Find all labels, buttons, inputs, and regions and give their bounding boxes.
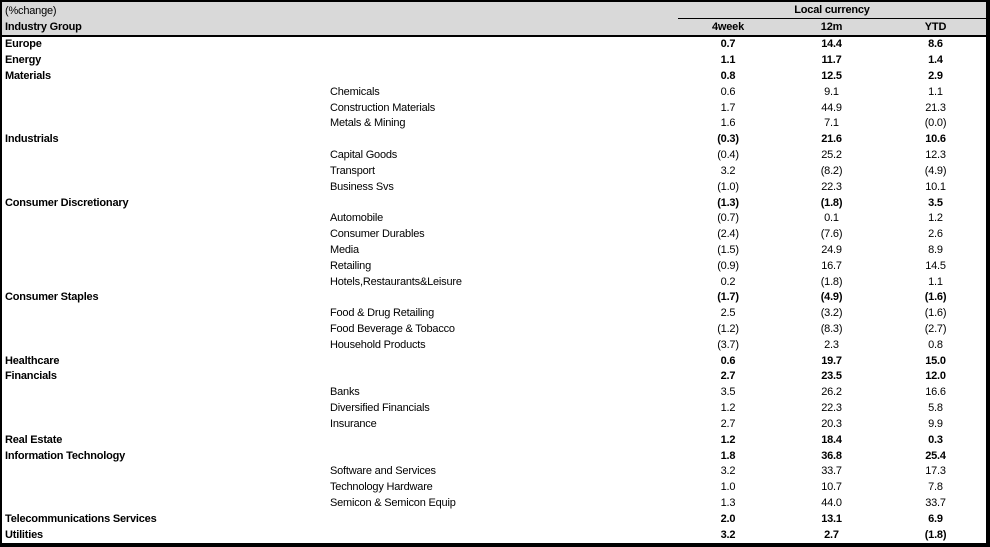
value-ytd: (1.8) xyxy=(924,528,947,541)
value-4week: (1.3) xyxy=(717,196,739,209)
subgroup-label: Metals & Mining xyxy=(330,117,406,130)
subgroup-label: Household Products xyxy=(330,338,426,351)
value-4week: 0.8 xyxy=(720,70,736,83)
value-4week: 2.7 xyxy=(720,370,736,383)
table-row xyxy=(2,290,986,306)
value-ytd: 1.1 xyxy=(928,85,943,98)
value-4week: (1.0) xyxy=(717,180,739,193)
table-row xyxy=(2,164,986,180)
subgroup-label: Food & Drug Retailing xyxy=(330,307,435,320)
table-row xyxy=(2,132,986,148)
value-ytd: 10.6 xyxy=(925,133,946,146)
value-12m: (4.9) xyxy=(820,291,843,304)
value-12m: 25.2 xyxy=(821,149,842,162)
subgroup-label: Food Beverage & Tobacco xyxy=(330,323,455,336)
value-12m: 24.9 xyxy=(821,243,842,256)
group-label: Healthcare xyxy=(5,354,60,367)
value-4week: 2.0 xyxy=(720,512,736,525)
industry-group-header: Industry Group xyxy=(5,21,82,33)
value-4week: 3.2 xyxy=(720,465,736,478)
value-ytd: 2.9 xyxy=(928,70,943,83)
table-row xyxy=(2,227,986,243)
value-ytd: 15.0 xyxy=(925,354,946,367)
subgroup-label: Banks xyxy=(330,386,360,399)
table-row xyxy=(2,37,986,53)
value-ytd: 21.3 xyxy=(925,101,946,114)
column-header-ytd: YTD xyxy=(924,21,947,33)
subgroup-label: Technology Hardware xyxy=(330,481,433,494)
table-row xyxy=(2,306,986,322)
value-4week: (0.9) xyxy=(717,259,739,272)
group-label: Consumer Staples xyxy=(5,291,99,304)
value-4week: 3.2 xyxy=(720,164,736,177)
group-label: Real Estate xyxy=(5,433,63,446)
subgroup-label: Insurance xyxy=(330,417,377,430)
value-12m: (8.2) xyxy=(820,164,843,177)
value-ytd: 3.5 xyxy=(928,196,943,209)
table-row xyxy=(2,448,986,464)
table-row xyxy=(2,258,986,274)
value-4week: 3.2 xyxy=(720,528,736,541)
table-row xyxy=(2,195,986,211)
table-row xyxy=(2,100,986,116)
subgroup-label: Construction Materials xyxy=(330,101,436,114)
percent-change-label: (%change) xyxy=(5,4,57,17)
value-4week: 0.6 xyxy=(720,85,736,98)
value-12m: 2.3 xyxy=(824,338,839,351)
value-12m: 21.6 xyxy=(821,133,842,146)
value-ytd: 1.4 xyxy=(928,54,943,67)
value-12m: 18.4 xyxy=(821,433,842,446)
value-4week: 0.7 xyxy=(720,38,736,51)
subgroup-label: Diversified Financials xyxy=(330,402,430,415)
value-ytd: 10.1 xyxy=(925,180,946,193)
value-12m: 22.3 xyxy=(821,180,842,193)
value-ytd: 2.6 xyxy=(928,228,943,241)
table-row xyxy=(2,53,986,69)
value-4week: 1.2 xyxy=(720,433,736,446)
table-row xyxy=(2,69,986,85)
value-12m: 26.2 xyxy=(821,386,842,399)
value-ytd: 12.3 xyxy=(925,149,946,162)
value-ytd: (4.9) xyxy=(924,164,947,177)
table-row xyxy=(2,353,986,369)
table-row xyxy=(2,464,986,480)
group-label: Telecommunications Services xyxy=(5,512,157,525)
table-row xyxy=(2,116,986,132)
value-ytd: 0.8 xyxy=(928,338,943,351)
value-12m: 22.3 xyxy=(821,402,842,415)
table-row xyxy=(2,337,986,353)
value-12m: 10.7 xyxy=(821,481,842,494)
value-4week: (0.4) xyxy=(717,149,739,162)
subgroup-label: Transport xyxy=(330,164,375,177)
value-4week: 1.2 xyxy=(720,402,736,415)
value-12m: 2.7 xyxy=(824,528,839,541)
group-label: Information Technology xyxy=(5,449,126,462)
table-row xyxy=(2,401,986,417)
value-ytd: (1.6) xyxy=(924,291,947,304)
table-row xyxy=(2,148,986,164)
group-label: Energy xyxy=(5,54,42,67)
value-ytd: 1.1 xyxy=(928,275,943,288)
table-row xyxy=(2,432,986,448)
value-4week: 1.0 xyxy=(720,481,736,494)
value-4week: 2.7 xyxy=(720,417,736,430)
value-4week: 1.8 xyxy=(720,449,736,462)
subgroup-label: Chemicals xyxy=(330,85,380,98)
column-header-4week: 4week xyxy=(711,21,745,33)
subgroup-label: Capital Goods xyxy=(330,149,398,162)
value-ytd: 16.6 xyxy=(925,386,946,399)
value-4week: (1.7) xyxy=(717,291,739,304)
header-row-1 xyxy=(2,2,986,19)
value-ytd: 33.7 xyxy=(925,496,946,509)
value-12m: 44.9 xyxy=(821,101,842,114)
value-12m: 33.7 xyxy=(821,465,842,478)
value-ytd: (2.7) xyxy=(924,323,947,336)
value-12m: 20.3 xyxy=(821,417,842,430)
table-row xyxy=(2,322,986,338)
value-12m: 13.1 xyxy=(821,512,842,525)
value-ytd: 9.9 xyxy=(928,417,943,430)
value-12m: (3.2) xyxy=(820,307,843,320)
value-4week: (3.7) xyxy=(717,338,739,351)
value-4week: 1.6 xyxy=(720,117,736,130)
value-12m: 11.7 xyxy=(821,54,842,67)
value-4week: (1.5) xyxy=(717,243,739,256)
table-body xyxy=(2,37,986,543)
value-12m: (8.3) xyxy=(820,323,843,336)
header-row-2 xyxy=(2,19,986,35)
value-12m: 9.1 xyxy=(824,85,839,98)
table-row xyxy=(2,84,986,100)
value-4week: 1.1 xyxy=(720,54,736,67)
table-row xyxy=(2,243,986,259)
value-4week: 2.5 xyxy=(720,307,736,320)
value-4week: (1.2) xyxy=(717,323,739,336)
table-row xyxy=(2,385,986,401)
value-ytd: 5.8 xyxy=(928,402,943,415)
column-header-12m: 12m xyxy=(820,21,843,33)
group-label: Europe xyxy=(5,38,42,51)
value-12m: 12.5 xyxy=(821,70,842,83)
group-label: Consumer Discretionary xyxy=(5,196,129,209)
value-4week: 0.2 xyxy=(720,275,736,288)
table-row xyxy=(2,274,986,290)
table-row xyxy=(2,480,986,496)
table-row xyxy=(2,527,986,543)
value-12m: 0.1 xyxy=(824,212,839,225)
value-12m: (7.6) xyxy=(820,228,843,241)
value-12m: 16.7 xyxy=(821,259,842,272)
value-ytd: 8.9 xyxy=(928,243,943,256)
table-row xyxy=(2,496,986,512)
value-12m: 44.0 xyxy=(821,496,842,509)
group-label: Materials xyxy=(5,70,51,83)
table-row xyxy=(2,179,986,195)
value-4week: (2.4) xyxy=(717,228,739,241)
group-label: Industrials xyxy=(5,133,59,146)
value-4week: (0.3) xyxy=(717,133,739,146)
table-row xyxy=(2,511,986,527)
value-12m: 19.7 xyxy=(821,354,842,367)
table-row xyxy=(2,369,986,385)
value-12m: 7.1 xyxy=(824,117,839,130)
value-12m: 36.8 xyxy=(821,449,842,462)
table-header xyxy=(2,2,986,37)
value-4week: 3.5 xyxy=(720,386,736,399)
value-4week: 1.7 xyxy=(720,101,736,114)
value-ytd: (0.0) xyxy=(924,117,947,130)
value-ytd: 14.5 xyxy=(925,259,946,272)
group-label: Financials xyxy=(5,370,57,383)
subgroup-label: Consumer Durables xyxy=(330,228,425,241)
table-row xyxy=(2,211,986,227)
value-4week: 0.6 xyxy=(720,354,736,367)
value-12m: (1.8) xyxy=(820,196,843,209)
subgroup-label: Semicon & Semicon Equip xyxy=(330,496,456,509)
local-currency-header: Local currency xyxy=(678,2,986,19)
subgroup-label: Hotels,Restaurants&Leisure xyxy=(330,275,462,288)
value-12m: 14.4 xyxy=(821,38,842,51)
value-ytd: (1.6) xyxy=(924,307,947,320)
value-ytd: 25.4 xyxy=(925,449,946,462)
value-ytd: 7.8 xyxy=(928,481,943,494)
subgroup-label: Media xyxy=(330,243,359,256)
subgroup-label: Software and Services xyxy=(330,465,436,478)
value-12m: 23.5 xyxy=(821,370,842,383)
value-ytd: 1.2 xyxy=(928,212,943,225)
value-ytd: 6.9 xyxy=(928,512,943,525)
table-row xyxy=(2,417,986,433)
group-label: Utilities xyxy=(5,528,43,541)
value-ytd: 17.3 xyxy=(925,465,946,478)
value-ytd: 8.6 xyxy=(928,38,943,51)
subgroup-label: Retailing xyxy=(330,259,372,272)
value-4week: (0.7) xyxy=(717,212,739,225)
value-4week: 1.3 xyxy=(720,496,736,509)
subgroup-label: Business Svs xyxy=(330,180,394,193)
value-ytd: 12.0 xyxy=(925,370,946,383)
subgroup-label: Automobile xyxy=(330,212,384,225)
value-ytd: 0.3 xyxy=(928,433,943,446)
value-12m: (1.8) xyxy=(820,275,843,288)
